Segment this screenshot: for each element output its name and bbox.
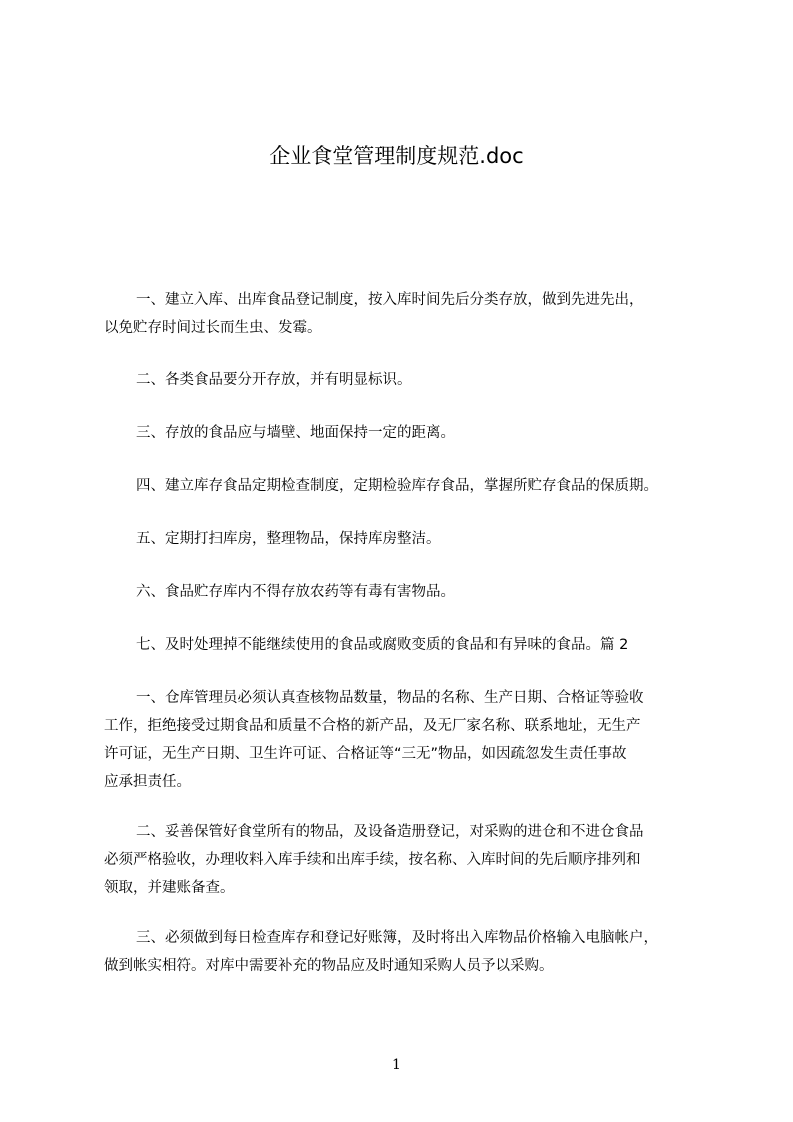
paragraph-line: 六、食品贮存库内不得存放农药等有毒有害物品。	[136, 584, 455, 600]
paragraph	[104, 578, 700, 606]
paragraph	[104, 419, 700, 447]
document-title: 企业食堂管理制度规范.doc	[269, 144, 524, 168]
paragraph	[104, 366, 700, 394]
paragraph-line: 四、建立库存食品定期检查制度，定期检验库存食品，掌握所贮存食品的保质期。	[136, 478, 658, 494]
paragraph-line: 领取，并建账备查。	[104, 880, 235, 896]
paragraph-line: 七、及时处理掉不能继续使用的食品或腐败变质的食品和有异味的食品。篇 2	[136, 637, 629, 653]
paragraph-line: 五、定期打扫库房，整理物品，保持库房整洁。	[136, 531, 441, 547]
paragraph	[104, 924, 700, 980]
paragraph	[104, 818, 700, 902]
paragraph-line: 二、妥善保管好食堂所有的物品，及设备造册登记，对采购的进仓和不进仓食品	[136, 824, 644, 840]
paragraph-line: 做到帐实相符。对库中需要补充的物品应及时通知采购人员予以采购。	[104, 958, 554, 974]
paragraph-line: 工作，拒绝接受过期食品和质量不合格的新产品，及无厂家名称、联系地址，无生产	[104, 718, 641, 734]
paragraph-line: 许可证，无生产日期、卫生许可证、合格证等“三无”物品，如因疏忽发生责任事故	[104, 746, 627, 762]
paragraph-line: 三、存放的食品应与墙壁、地面保持一定的距离。	[136, 425, 455, 441]
paragraph-line: 必须严格验收，办理收料入库手续和出库手续，按名称、入库时间的先后顺序排列和	[104, 852, 641, 868]
paragraph	[104, 286, 700, 342]
paragraph-line: 一、建立入库、出库食品登记制度，按入库时间先后分类存放，做到先进先出，	[136, 292, 644, 308]
paragraph-line: 应承担责任。	[104, 774, 191, 790]
paragraph-line: 二、各类食品要分开存放，并有明显标识。	[136, 372, 412, 388]
page-number: 1	[392, 1057, 401, 1073]
paragraph-line: 三、必须做到每日检查库存和登记好账簿，及时将出入库物品价格输入电脑帐户，	[136, 930, 658, 946]
paragraph	[104, 631, 700, 659]
paragraph	[104, 525, 700, 553]
paragraph	[104, 684, 700, 796]
paragraph-line: 一、仓库管理员必须认真查核物品数量，物品的名称、生产日期、合格证等验收	[136, 690, 644, 706]
paragraph-line: 以免贮存时间过长而生虫、发霉。	[104, 320, 322, 336]
paragraph	[104, 472, 700, 500]
